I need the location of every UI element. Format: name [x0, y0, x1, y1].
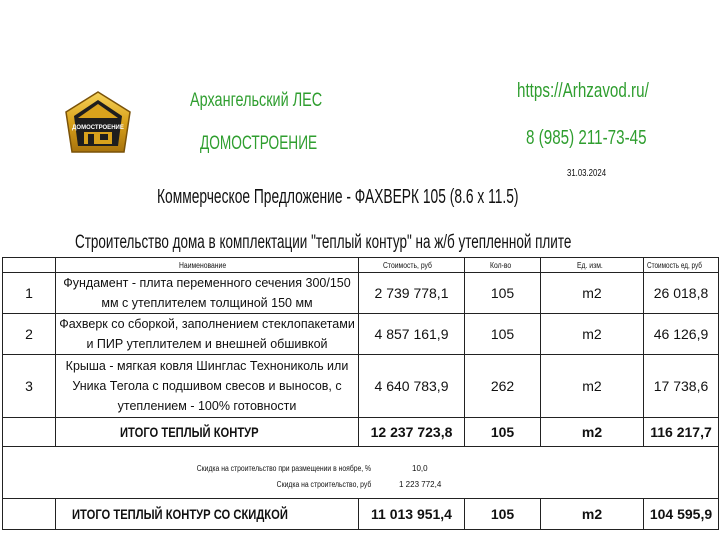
total-label: ИТОГО ТЕПЛЫЙ КОНТУР	[56, 418, 359, 447]
house-logo-icon	[62, 90, 134, 160]
document-date: 31.03.2024	[567, 168, 607, 179]
brand-subtitle: ДОМОСТРОЕНИЕ	[200, 133, 318, 154]
total-discounted-unit-cost: 104 595,9	[644, 499, 719, 530]
row-number: 2	[3, 314, 56, 355]
total-discounted-qty: 105	[465, 499, 541, 530]
row-qty: 105	[465, 314, 541, 355]
row-qty: 105	[465, 273, 541, 314]
discount-amount-value: 1 223 772,4	[399, 479, 442, 489]
discount-percent-label: Скидка на строительство при размещении в ноябре, %	[196, 463, 371, 473]
total-discounted-cost: 11 013 951,4	[359, 499, 465, 530]
row-name: Фахверк со сборкой, заполнением стеклопакетами и ПИР утеплителем и внешней обшивкой	[56, 314, 359, 355]
total-cost: 12 237 723,8	[359, 418, 465, 447]
estimate-table	[2, 257, 719, 530]
brand-name: Архангельский ЛЕС	[190, 90, 323, 111]
total-row	[3, 418, 719, 447]
row-cost: 4 857 161,9	[359, 314, 465, 355]
row-name: Фундамент - плита переменного сечения 300/150 мм с утеплителем толщиной 150 мм	[56, 273, 359, 314]
row-unit: m2	[541, 273, 644, 314]
row-unit-cost: 26 018,8	[644, 273, 719, 314]
row-number: 3	[3, 355, 56, 418]
row-cost: 2 739 778,1	[359, 273, 465, 314]
row-unit: m2	[541, 314, 644, 355]
offer-subtitle: Строительство дома в комплектации "теплый контур" на ж/б утепленной плите	[75, 232, 572, 253]
offer-title: Коммерческое Предложение - ФАХВЕРК 105 (8.6 x 11.5)	[157, 186, 519, 208]
total-discounted-label: ИТОГО ТЕПЛЫЙ КОНТУР СО СКИДКОЙ	[56, 499, 359, 530]
discount-amount-label: Скидка на строительство, руб	[276, 479, 371, 489]
header-qty: Кол-во	[465, 258, 541, 273]
table-row	[3, 355, 719, 418]
row-number: 1	[3, 273, 56, 314]
row-name: Крыша - мягкая ковля Шинглас Технониколь или Уника Тегола с подшивом свесов и выносов, с утеплением - 100% готовности	[56, 355, 359, 418]
header-number	[3, 258, 56, 273]
header-cost: Стоимость, руб	[359, 258, 465, 273]
logo-caption: ДОМОСТРОЕНИЕ	[72, 125, 124, 131]
header-unit-cost: Стоимость ед, руб	[644, 258, 719, 273]
phone-number[interactable]: 8 (985) 211-73-45	[526, 127, 647, 149]
row-unit: m2	[541, 355, 644, 418]
table-row	[3, 273, 719, 314]
total-unit: m2	[541, 418, 644, 447]
company-logo	[62, 90, 134, 160]
website-link[interactable]: https://Arhzavod.ru/	[517, 80, 649, 102]
row-cost: 4 640 783,9	[359, 355, 465, 418]
header-name: Наименование	[56, 258, 359, 273]
total-unit-cost: 116 217,7	[644, 418, 719, 447]
discount-row	[3, 447, 719, 499]
total-qty: 105	[465, 418, 541, 447]
row-qty: 262	[465, 355, 541, 418]
discount-percent-value: 10,0	[412, 463, 428, 473]
table-row	[3, 314, 719, 355]
row-unit-cost: 17 738,6	[644, 355, 719, 418]
row-unit-cost: 46 126,9	[644, 314, 719, 355]
total-discounted-unit: m2	[541, 499, 644, 530]
table-header-row	[3, 258, 719, 273]
header-unit: Ед. изм.	[541, 258, 644, 273]
total-discounted-row	[3, 499, 719, 530]
